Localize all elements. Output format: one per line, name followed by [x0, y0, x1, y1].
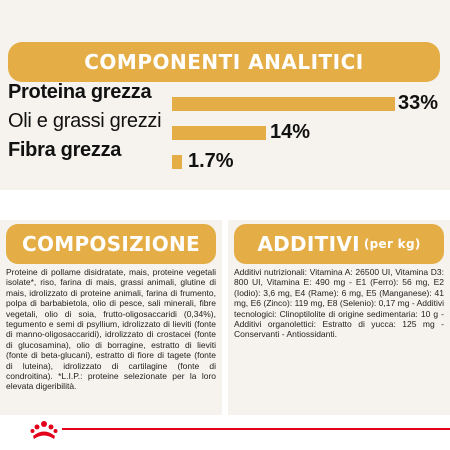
analytics-header	[8, 42, 440, 82]
additives-header	[234, 224, 444, 264]
analytic-value: 14%	[270, 121, 311, 143]
additives-text: Additivi nutrizionali: Vitamina A: 26500 UI, Vitamina D3: 800 UI, Vitamina E: 490 mg - E1 (Ferro): 56 mg, E2 (Iodio): 3,6 mg, E4 (Rame): 6 mg, E5 (Manganese): 41 mg, E6 (Zinco): 119 mg, E8 (Selenio): 0,17 mg - Additivi tecnologici: Clinoptilolite di origine sedimentaria: 10 g - Additivi organolettici: Estratto di yucca: 125 mg - Conservanti - Antiossidanti.	[234, 267, 444, 340]
analytic-bar	[172, 126, 266, 140]
composition-text: Proteine di pollame disidratate, mais, proteine vegetali isolate*, riso, farina di mais, grassi animali, glutine di mais, idrolizzato di proteine animali, farina di frumento, polpa di barbabietola, olio di pesce, sali minerali, fibre vegetali, olio di soia, frutto-oligosaccaridi (0,34%), tegumento e semi di psyllium, idrolizzato di lieviti (fonte di manno-oligosaccaridi), idrolizzato di crostacei (fonte di glucosamina), olio di borragine, estratto di lieviti (fonte di beta-glucani), estratto di fiore di tagete (fonte di luteina), idrolizzato di cartilagine (fonte di condroitina). *L.I.P.: proteine selezionate per la loro elevata digeribilità.	[6, 267, 216, 392]
composition-panel	[0, 220, 222, 415]
additives-panel	[228, 220, 450, 415]
composition-title: COMPOSIZIONE	[21, 232, 201, 256]
analytics-panel	[0, 0, 450, 190]
additives-title: ADDITIVI	[257, 232, 360, 256]
analytics-title: COMPONENTI ANALITICI	[84, 50, 364, 74]
analytic-label: Oli e grassi grezzi	[8, 109, 162, 132]
analytic-label: Proteina grezza	[8, 80, 152, 103]
additives-title-sub: (per kg)	[363, 237, 421, 251]
analytic-bar	[172, 97, 395, 111]
royal-canin-crown-icon	[30, 418, 58, 440]
analytic-value: 33%	[398, 92, 439, 114]
analytic-bar	[172, 155, 182, 169]
analytic-value: 1.7%	[188, 150, 234, 172]
footer-divider	[62, 428, 450, 430]
analytic-label: Fibra grezza	[8, 138, 122, 161]
composition-header	[6, 224, 216, 264]
